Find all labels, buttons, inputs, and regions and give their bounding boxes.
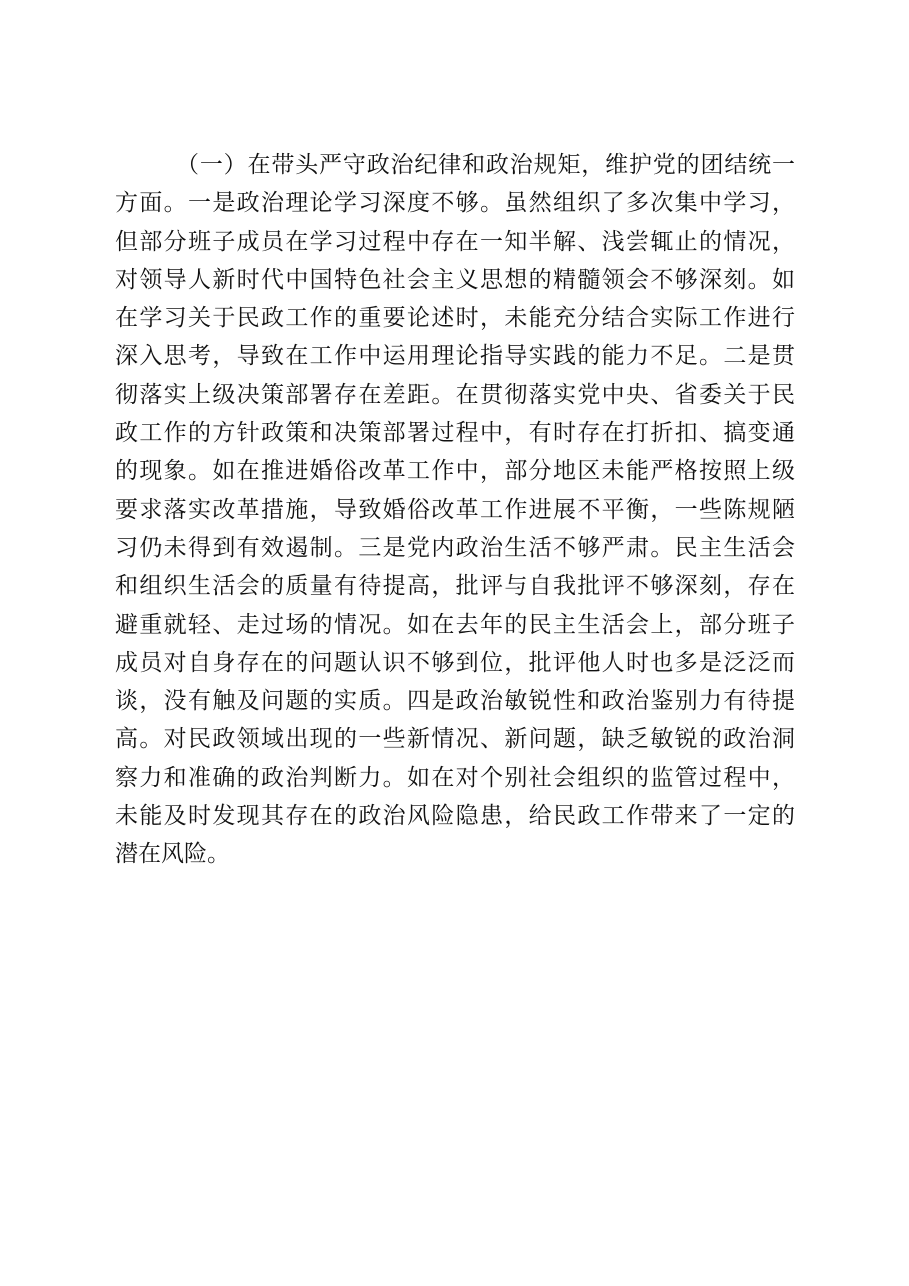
paragraph-line: （一）在带头严守政治纪律和政治规矩，维护党的团结统一 (176, 152, 795, 178)
paragraph-line: 在学习关于民政工作的重要论述时，未能充分结合实际工作进行 (115, 305, 795, 332)
paragraph-line: 察力和准确的政治判断力。如在对个别社会组织的监管过程中， (115, 764, 795, 791)
paragraph-line: 彻落实上级决策部署存在差距。在贯彻落实党中央、省委关于民 (115, 381, 795, 408)
paragraph-line: 未能及时发现其存在的政治风险隐患，给民政工作带来了一定的 (115, 803, 795, 830)
paragraph-line: 深入思考，导致在工作中运用理论指导实践的能力不足。二是贯 (115, 343, 795, 370)
paragraph-line: 但部分班子成员在学习过程中存在一知半解、浅尝辄止的情况， (115, 228, 795, 255)
paragraph-line: 谈，没有触及问题的实质。四是政治敏锐性和政治鉴别力有待提 (115, 688, 795, 715)
paragraph-line: 要求落实改革措施，导致婚俗改革工作进展不平衡，一些陈规陋 (115, 496, 795, 523)
paragraph-line: 和组织生活会的质量有待提高，批评与自我批评不够深刻，存在 (115, 573, 795, 600)
paragraph-line: 政工作的方针政策和决策部署过程中，有时存在打折扣、搞变通 (115, 420, 795, 447)
paragraph-line: 习仍未得到有效遏制。三是党内政治生活不够严肃。民主生活会 (115, 534, 795, 561)
paragraph-line: 避重就轻、走过场的情况。如在去年的民主生活会上，部分班子 (115, 611, 795, 638)
paragraph-line: 高。对民政领域出现的一些新情况、新问题，缺乏敏锐的政治洞 (115, 726, 795, 753)
paragraph-line: 成员对自身存在的问题认识不够到位，批评他人时也多是泛泛而 (115, 649, 795, 676)
paragraph-line: 方面。一是政治理论学习深度不够。虽然组织了多次集中学习， (115, 190, 795, 217)
paragraph-line: 的现象。如在推进婚俗改革工作中，部分地区未能严格按照上级 (115, 458, 795, 485)
paragraph-line: 潜在风险。 (115, 841, 230, 868)
paragraph-line: 对领导人新时代中国特色社会主义思想的精髓领会不够深刻。如 (115, 266, 795, 293)
body-paragraph (115, 146, 795, 874)
